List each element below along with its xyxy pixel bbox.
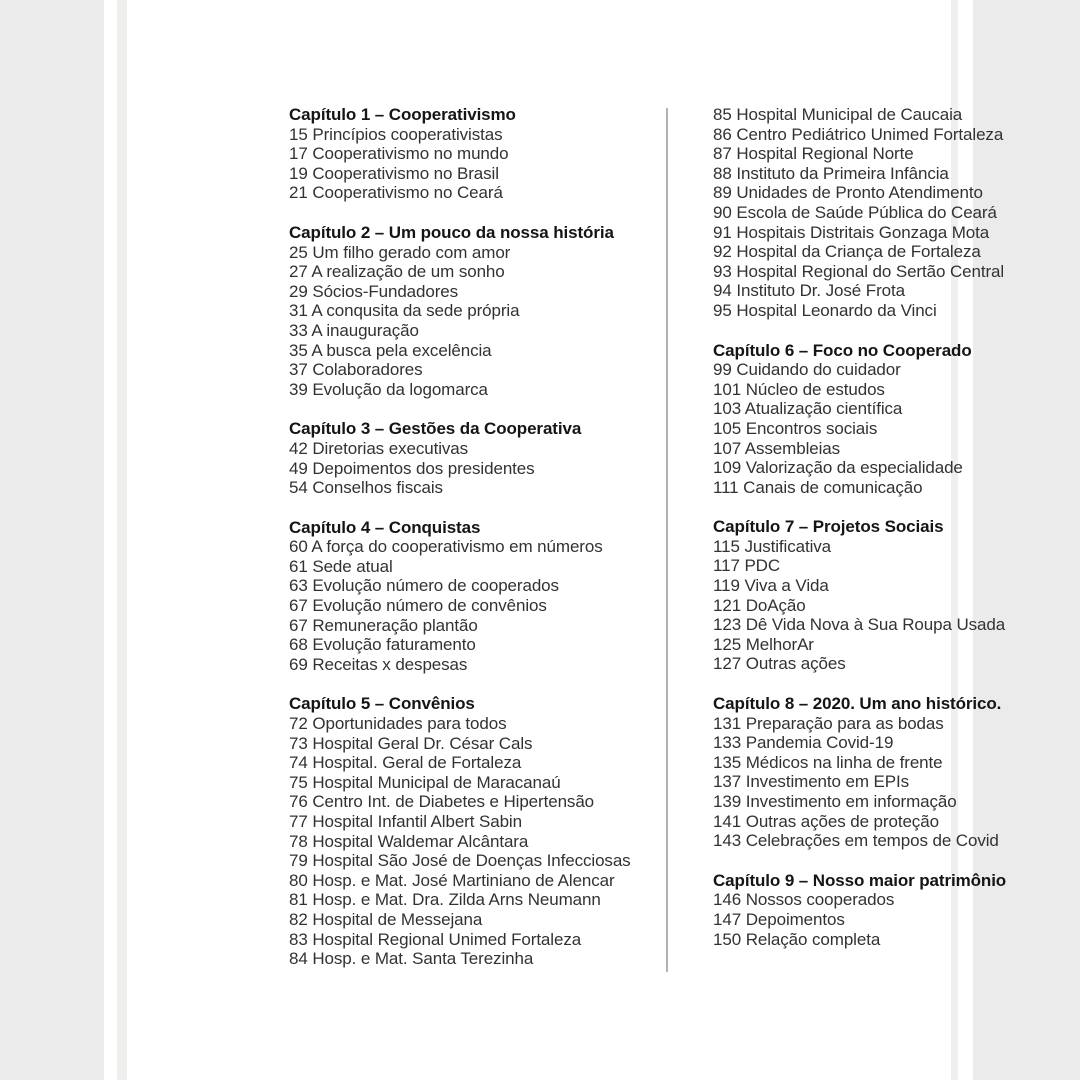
toc-entry-label: Centro Int. de Diabetes e Hipertensão xyxy=(312,792,595,812)
toc-entry-page-number: 133 xyxy=(713,733,742,753)
toc-entry-label: Hospital da Criança de Fortaleza xyxy=(736,242,981,262)
book-page xyxy=(127,0,1007,1080)
toc-entry xyxy=(713,930,1006,950)
toc-entry-label: Evolução número de convênios xyxy=(312,596,547,616)
toc-section xyxy=(289,694,631,968)
toc-entry-label: Cuidando do cuidador xyxy=(736,360,901,380)
toc-entry xyxy=(289,144,631,164)
toc-entry xyxy=(289,792,631,812)
toc-entry-page-number: 75 xyxy=(289,772,308,792)
chapter-heading: Capítulo 7 – Projetos Sociais xyxy=(713,517,944,537)
toc-entry-page-number: 147 xyxy=(713,909,742,929)
toc-entry xyxy=(289,164,631,184)
toc-entry xyxy=(713,733,1006,753)
toc-entry-label: Hospitais Distritais Gonzaga Mota xyxy=(736,222,990,242)
toc-entry-label: Cooperativismo no Brasil xyxy=(312,163,499,183)
toc-entry-label: Hospital Leonardo da Vinci xyxy=(736,300,937,320)
toc-entry-page-number: 35 xyxy=(289,340,308,360)
toc-entry-label: MelhorAr xyxy=(745,634,814,654)
toc-entry xyxy=(289,655,631,675)
toc-entry-label: Pandemia Covid-19 xyxy=(745,733,894,753)
toc-entry xyxy=(713,439,1006,459)
toc-entry-page-number: 39 xyxy=(289,379,308,399)
chapter-heading: Capítulo 5 – Convênios xyxy=(289,694,475,714)
toc-entry-page-number: 84 xyxy=(289,949,308,969)
toc-entry-label: Hospital Waldemar Alcântara xyxy=(312,831,529,851)
toc-entry xyxy=(289,282,631,302)
toc-entry-label: Hospital São José de Doenças Infecciosas xyxy=(312,851,631,871)
toc-entry xyxy=(289,439,631,459)
toc-entry-label: Hosp. e Mat. Dra. Zilda Arns Neumann xyxy=(312,890,601,910)
toc-entry-label: Hospital Geral Dr. César Cals xyxy=(312,733,533,753)
toc-entry-page-number: 61 xyxy=(289,556,308,576)
toc-entry xyxy=(713,753,1006,773)
toc-entry xyxy=(289,557,631,577)
toc-entry-page-number: 91 xyxy=(713,222,732,242)
toc-entry-page-number: 33 xyxy=(289,320,308,340)
toc-entry-page-number: 15 xyxy=(289,124,308,144)
toc-entry-page-number: 90 xyxy=(713,202,732,222)
toc-entry xyxy=(713,380,1006,400)
toc-entry-label: Justificativa xyxy=(744,536,832,556)
toc-entry-page-number: 109 xyxy=(713,458,742,478)
toc-entry-page-number: 27 xyxy=(289,262,308,282)
toc-entry-page-number: 73 xyxy=(289,733,308,753)
toc-entry xyxy=(713,615,1006,635)
toc-entry-label: Princípios cooperativistas xyxy=(312,124,503,144)
chapter-heading: Capítulo 1 – Cooperativismo xyxy=(289,105,516,124)
toc-section xyxy=(713,341,1006,498)
toc-section xyxy=(289,518,631,675)
toc-entry-label: Relação completa xyxy=(745,929,881,949)
toc-entry xyxy=(289,321,631,341)
toc-entry-label: Hosp. e Mat. José Martiniano de Alencar xyxy=(312,870,615,890)
toc-entry-label: Instituto da Primeira Infância xyxy=(736,163,949,183)
toc-entry-label: Diretorias executivas xyxy=(312,438,469,458)
toc-entry-label: Valorização da especialidade xyxy=(745,458,963,478)
toc-entry-label: Colaboradores xyxy=(312,360,423,380)
toc-entry-label: Celebrações em tempos de Covid xyxy=(745,831,999,851)
toc-entry xyxy=(289,301,631,321)
toc-entry xyxy=(713,792,1006,812)
toc-entry-label: Instituto Dr. José Frota xyxy=(736,281,905,301)
toc-entry-page-number: 72 xyxy=(289,714,308,734)
toc-section xyxy=(289,105,631,203)
toc-entry-label: Cooperativismo no Ceará xyxy=(312,183,503,203)
toc-entry xyxy=(713,105,1006,125)
toc-entry-page-number: 150 xyxy=(713,929,742,949)
toc-entry xyxy=(713,537,1006,557)
toc-entry xyxy=(713,399,1006,419)
toc-entry-page-number: 17 xyxy=(289,144,308,164)
toc-entry-page-number: 69 xyxy=(289,654,308,674)
toc-entry-label: A inauguração xyxy=(311,320,419,340)
toc-entry-label: Sócios-Fundadores xyxy=(312,281,459,301)
toc-entry xyxy=(713,262,1006,282)
chapter-heading: Capítulo 9 – Nosso maior patrimônio xyxy=(713,870,1007,890)
toc-entry-label: Cooperativismo no mundo xyxy=(312,144,509,164)
toc-entry-page-number: 29 xyxy=(289,281,308,301)
toc-entry-label: Nossos cooperados xyxy=(745,890,895,910)
toc-entry-label: Dê Vida Nova à Sua Roupa Usada xyxy=(745,615,1006,635)
toc-entry-label: Investimento em informação xyxy=(745,792,957,811)
toc-entry-page-number: 111 xyxy=(713,477,739,497)
toc-entry-label: Receitas x despesas xyxy=(312,654,468,674)
toc-entry-page-number: 86 xyxy=(713,124,732,144)
toc-entry-page-number: 80 xyxy=(289,870,308,890)
toc-entry-label: Investimento em EPIs xyxy=(745,772,910,792)
toc-section xyxy=(713,517,1006,674)
toc-entry-page-number: 37 xyxy=(289,360,308,380)
toc-entry xyxy=(713,419,1006,439)
toc-entry xyxy=(289,341,631,361)
toc-entry-label: Evolução número de cooperados xyxy=(312,576,559,596)
toc-entry-label: Um filho gerado com amor xyxy=(312,242,511,262)
toc-entry-page-number: 125 xyxy=(713,634,742,654)
toc-entry xyxy=(713,910,1006,930)
toc-entry-label: Hospital. Geral de Fortaleza xyxy=(312,753,522,773)
toc-entry-label: Outras ações xyxy=(745,654,846,674)
toc-entry xyxy=(289,910,631,930)
toc-entry xyxy=(713,714,1006,734)
toc-entry-label: Hosp. e Mat. Santa Terezinha xyxy=(312,949,534,969)
chapter-heading: Capítulo 2 – Um pouco da nossa história xyxy=(289,222,614,242)
toc-entry-page-number: 88 xyxy=(713,163,732,183)
toc-entry xyxy=(289,635,631,655)
toc-section xyxy=(289,419,631,497)
toc-entry xyxy=(289,832,631,852)
toc-entry-label: Atualização científica xyxy=(744,399,903,419)
toc-entry-label: Conselhos fiscais xyxy=(312,478,443,498)
toc-entry xyxy=(713,125,1006,145)
page-gutter-left xyxy=(104,0,117,1080)
toc-entry xyxy=(289,851,631,871)
toc-entry-label: Unidades de Pronto Atendimento xyxy=(736,183,983,203)
toc-entry-page-number: 42 xyxy=(289,438,308,458)
toc-entry-label: Oportunidades para todos xyxy=(312,714,507,734)
toc-entry xyxy=(713,654,1006,674)
toc-entry-page-number: 131 xyxy=(713,713,742,733)
toc-entry-page-number: 135 xyxy=(713,752,742,772)
toc-entry-label: Hospital Infantil Albert Sabin xyxy=(312,812,522,831)
toc-entry xyxy=(713,458,1006,478)
toc-entry xyxy=(713,831,1006,851)
chapter-heading: Capítulo 8 – 2020. Um ano histórico. xyxy=(713,694,1002,714)
toc-entry-label: Escola de Saúde Pública do Ceará xyxy=(736,202,997,222)
toc-entry-label: Médicos na linha de frente xyxy=(745,752,943,772)
toc-entry-page-number: 67 xyxy=(289,615,308,635)
toc-entry-label: Hospital Regional Unimed Fortaleza xyxy=(312,929,582,949)
toc-entry-label: Centro Pediátrico Unimed Fortaleza xyxy=(736,124,1004,144)
toc-entry-label: A realização de um sonho xyxy=(311,262,505,282)
toc-entry xyxy=(289,949,631,969)
toc-entry-page-number: 146 xyxy=(713,890,742,910)
toc-entry-page-number: 92 xyxy=(713,242,732,262)
toc-entry-label: Depoimentos dos presidentes xyxy=(312,458,535,478)
toc-entry-label: Depoimentos xyxy=(745,909,845,929)
toc-entry xyxy=(713,223,1006,243)
page-edge-left xyxy=(117,0,127,1080)
toc-entry-label: Evolução faturamento xyxy=(312,635,476,655)
toc-entry xyxy=(713,164,1006,184)
toc-section xyxy=(713,871,1006,949)
toc-entry-page-number: 85 xyxy=(713,105,732,124)
toc-entry-page-number: 68 xyxy=(289,635,308,655)
toc-entry-page-number: 77 xyxy=(289,812,308,831)
toc-entry-page-number: 139 xyxy=(713,792,742,811)
toc-entry-label: Assembleias xyxy=(744,438,841,458)
toc-entry-page-number: 89 xyxy=(713,183,732,203)
toc-entry-label: Hospital Regional Norte xyxy=(736,144,914,164)
toc-entry-label: Hospital Regional do Sertão Central xyxy=(736,261,1005,281)
toc-entry-page-number: 107 xyxy=(713,438,742,458)
toc-entry xyxy=(713,556,1006,576)
toc-entry-page-number: 21 xyxy=(289,183,308,203)
toc-entry-page-number: 76 xyxy=(289,792,308,812)
toc-entry-page-number: 117 xyxy=(713,556,740,576)
toc-entry-label: Hospital de Messejana xyxy=(312,909,483,929)
toc-entry-label: PDC xyxy=(744,556,781,576)
toc-entry xyxy=(289,890,631,910)
toc-entry-label: Viva a Vida xyxy=(744,576,829,596)
toc-entry xyxy=(289,576,631,596)
toc-entry-page-number: 105 xyxy=(713,418,742,438)
toc-entry-page-number: 143 xyxy=(713,831,742,851)
toc-entry-page-number: 103 xyxy=(713,399,742,419)
toc-entry-page-number: 119 xyxy=(713,576,740,596)
toc-entry-page-number: 54 xyxy=(289,478,308,498)
toc-entry xyxy=(289,753,631,773)
toc-entry-page-number: 63 xyxy=(289,576,308,596)
toc-entry xyxy=(289,537,631,557)
toc-entry-page-number: 94 xyxy=(713,281,732,301)
toc-entry xyxy=(289,459,631,479)
toc-entry xyxy=(289,596,631,616)
toc-entry-page-number: 93 xyxy=(713,261,732,281)
toc-entry-page-number: 127 xyxy=(713,654,742,674)
toc-entry xyxy=(713,478,1006,498)
chapter-heading: Capítulo 3 – Gestões da Cooperativa xyxy=(289,419,582,439)
toc-entry-label: Remuneração plantão xyxy=(312,615,478,635)
toc-entry xyxy=(713,772,1006,792)
toc-entry-page-number: 60 xyxy=(289,537,308,557)
toc-entry-page-number: 78 xyxy=(289,831,308,851)
toc-entry xyxy=(289,125,631,145)
toc-entry-page-number: 25 xyxy=(289,242,308,262)
toc-entry xyxy=(289,183,631,203)
toc-column-left xyxy=(289,105,631,969)
toc-entry-page-number: 79 xyxy=(289,851,308,871)
toc-entry xyxy=(713,183,1006,203)
toc-entry-page-number: 95 xyxy=(713,300,732,320)
toc-entry-page-number: 83 xyxy=(289,929,308,949)
toc-entry-label: Canais de comunicação xyxy=(743,477,923,497)
toc-entry xyxy=(289,360,631,380)
toc-entry-label: Preparação para as bodas xyxy=(745,713,944,733)
toc-entry xyxy=(713,635,1006,655)
toc-entry-page-number: 87 xyxy=(713,144,732,164)
toc-entry-page-number: 137 xyxy=(713,772,742,792)
toc-column-right xyxy=(713,105,1006,949)
toc-entry-label: A busca pela excelência xyxy=(311,340,492,360)
toc-section xyxy=(289,223,631,399)
toc-entry-label: Hospital Municipal de Caucaia xyxy=(736,105,963,124)
toc-entry-label: Sede atual xyxy=(312,556,393,576)
toc-entry-label: DoAção xyxy=(745,595,806,615)
toc-entry-page-number: 141 xyxy=(713,811,742,831)
toc-entry xyxy=(713,281,1006,301)
toc-entry-label: A força do cooperativismo em números xyxy=(311,537,603,557)
toc-entry xyxy=(289,812,631,832)
toc-entry-page-number: 81 xyxy=(289,890,308,910)
toc-entry-label: Outras ações de proteção xyxy=(745,811,939,831)
toc-entry xyxy=(713,576,1006,596)
toc-entry xyxy=(289,734,631,754)
toc-entry-page-number: 115 xyxy=(713,536,740,556)
toc-entry xyxy=(713,596,1006,616)
toc-entry-page-number: 101 xyxy=(713,379,742,399)
toc-entry-label: Núcleo de estudos xyxy=(745,379,885,399)
toc-entry xyxy=(289,262,631,282)
toc-entry-label: Encontros sociais xyxy=(745,418,878,438)
toc-entry xyxy=(713,203,1006,223)
toc-entry-page-number: 31 xyxy=(289,301,308,321)
toc-entry xyxy=(713,360,1006,380)
toc-entry xyxy=(713,242,1006,262)
toc-entry xyxy=(289,773,631,793)
toc-entry xyxy=(289,871,631,891)
toc-entry xyxy=(289,930,631,950)
toc-entry-label: Evolução da logomarca xyxy=(312,379,488,399)
toc-entry-page-number: 99 xyxy=(713,360,732,380)
chapter-heading: Capítulo 4 – Conquistas xyxy=(289,517,481,537)
toc-entry-label: A conqusita da sede própria xyxy=(311,301,520,321)
toc-entry-page-number: 67 xyxy=(289,596,308,616)
toc-entry xyxy=(289,243,631,263)
toc-section xyxy=(713,105,1006,321)
toc-entry-label: Hospital Municipal de Maracanaú xyxy=(312,772,561,792)
toc-section xyxy=(713,694,1006,851)
toc-entry-page-number: 123 xyxy=(713,615,742,635)
toc-entry xyxy=(713,144,1006,164)
toc-entry xyxy=(713,890,1006,910)
chapter-heading: Capítulo 6 – Foco no Cooperado xyxy=(713,340,972,360)
toc-entry xyxy=(289,714,631,734)
toc-entry xyxy=(289,380,631,400)
toc-entry-page-number: 82 xyxy=(289,909,308,929)
toc-entry-page-number: 121 xyxy=(713,595,742,615)
toc-entry-page-number: 74 xyxy=(289,753,308,773)
toc-entry-page-number: 19 xyxy=(289,163,308,183)
toc-entry xyxy=(713,812,1006,832)
toc-entry xyxy=(289,478,631,498)
toc-entry xyxy=(289,616,631,636)
toc-entry-page-number: 49 xyxy=(289,458,308,478)
column-divider xyxy=(666,108,668,972)
toc-entry xyxy=(713,301,1006,321)
